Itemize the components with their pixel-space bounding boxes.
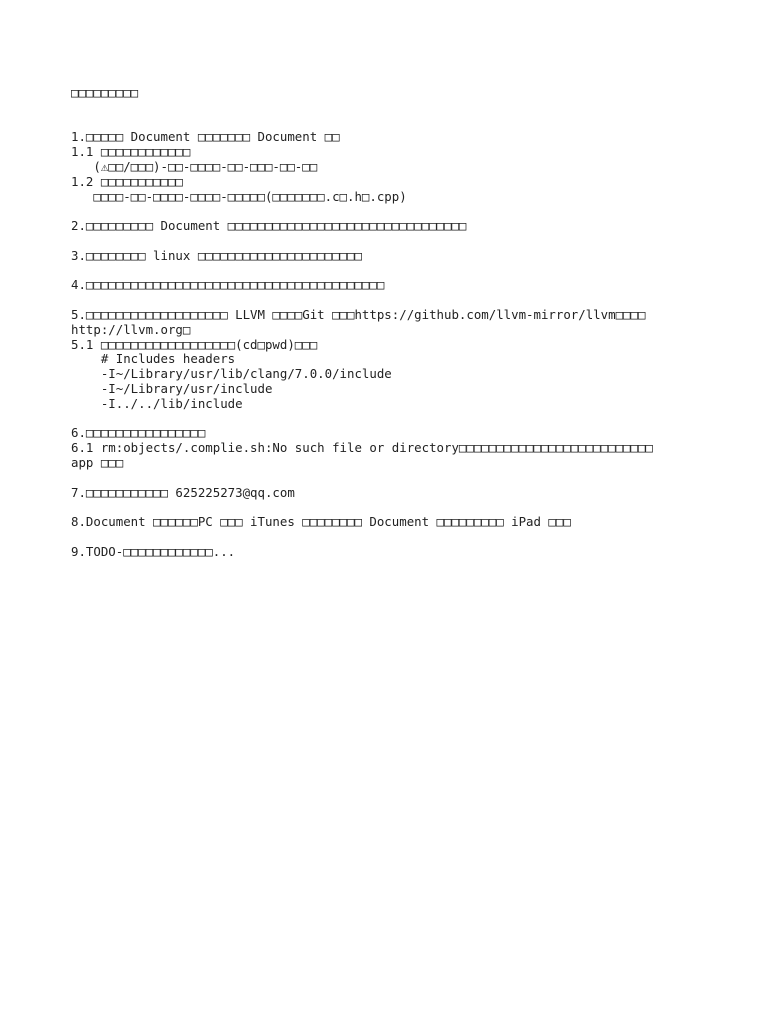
section-1-line-2: 1.1 □□□□□□□□□□□□ [71, 144, 191, 160]
section-9-line-1: 9.TODO-□□□□□□□□□□□□... [71, 543, 236, 559]
spacer [71, 471, 731, 486]
section-9 [71, 545, 731, 560]
section-4-line-1: 4.□□□□□□□□□□□□□□□□□□□□□□□□□□□□□□□□□□□□□□□□ [71, 277, 385, 293]
section-5-line-4: # Includes headers [71, 351, 236, 367]
section-5 [71, 308, 731, 412]
section-3-line-1: 3.□□□□□□□□ linux □□□□□□□□□□□□□□□□□□□□□□ [71, 247, 362, 263]
spacer [71, 293, 731, 308]
section-5-line-1: 5.□□□□□□□□□□□□□□□□□□□ LLVM □□□□Git □□□https://github.com/llvm-mirror/llvm□□□□ [71, 306, 646, 322]
section-6-line-1: 6.□□□□□□□□□□□□□□□□ [71, 425, 206, 441]
spacer [71, 234, 731, 249]
section-3 [71, 249, 731, 264]
spacer [71, 204, 731, 219]
document-body [71, 86, 731, 560]
spacer [71, 264, 731, 279]
section-5-line-2: http://llvm.org□ [71, 321, 191, 337]
section-1-line-4: 1.2 □□□□□□□□□□□ [71, 173, 183, 189]
section-6 [71, 426, 731, 470]
section-1-line-3: (⚠□□/□□□)-□□-□□□□-□□-□□□-□□-□□ [71, 158, 318, 174]
spacer [71, 101, 731, 116]
section-2 [71, 219, 731, 234]
section-2-line-1: 2.□□□□□□□□□ Document □□□□□□□□□□□□□□□□□□□□□□□□□□□□□□□□ [71, 218, 467, 234]
section-7 [71, 486, 731, 501]
section-5-line-3: 5.1 □□□□□□□□□□□□□□□□□□(cd□pwd)□□□ [71, 336, 318, 352]
document-title: □□□□□□□□□ [71, 85, 139, 100]
section-5-line-5: -I~/Library/usr/lib/clang/7.0.0/include [71, 366, 392, 382]
spacer [71, 500, 731, 515]
spacer [71, 116, 731, 131]
spacer [71, 412, 731, 427]
section-5-line-6: -I~/Library/usr/include [71, 380, 273, 396]
section-4 [71, 278, 731, 293]
section-5-line-7: -I../../lib/include [71, 395, 243, 411]
section-6-line-3: app □□□ [71, 454, 124, 470]
section-6-line-2: 6.1 rm:objects/.complie.sh:No such file or directory□□□□□□□□□□□□□□□□□□□□□□□□□□ [71, 440, 653, 456]
section-8 [71, 515, 731, 530]
section-1-line-1: 1.□□□□□ Document □□□□□□□ Document □□ [71, 129, 340, 145]
spacer [71, 530, 731, 545]
section-7-line-1: 7.□□□□□□□□□□□ 625225273@qq.com [71, 484, 295, 500]
section-8-line-1: 8.Document □□□□□□PC □□□ iTunes □□□□□□□□ Document □□□□□□□□□ iPad □□□ [71, 514, 571, 530]
section-1 [71, 130, 731, 204]
section-1-line-5: □□□□-□□-□□□□-□□□□-□□□□□(□□□□□□□.c□.h□.cpp) [71, 188, 407, 204]
